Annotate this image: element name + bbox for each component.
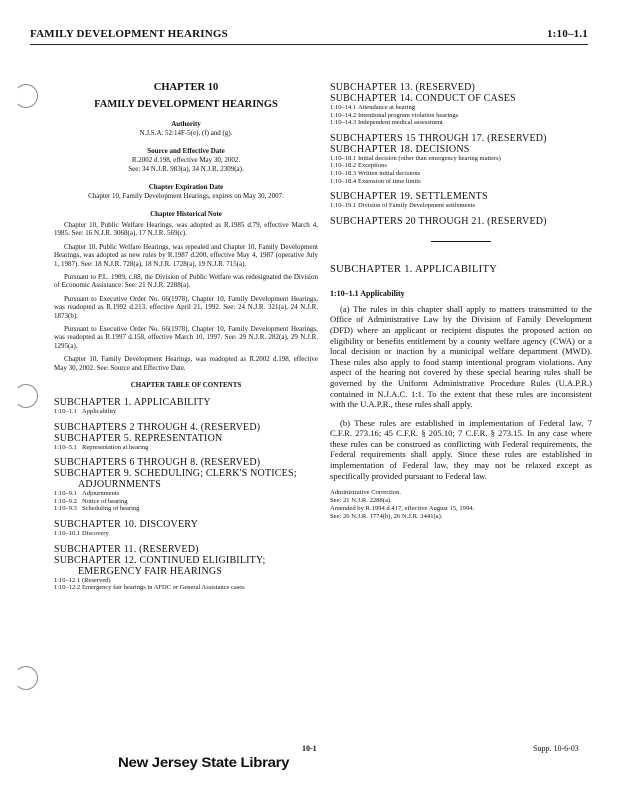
section-number: 1:10–14.2 bbox=[330, 111, 357, 119]
section-number: 1:10–9.2 bbox=[54, 497, 77, 505]
toc-group bbox=[330, 133, 592, 185]
toc-entry bbox=[54, 498, 318, 506]
section-title: Notice of hearing bbox=[82, 497, 128, 505]
subchapter-heading-continued: EMERGENCY FAIR HEARINGS bbox=[78, 565, 223, 577]
subchapter-heading: SUBCHAPTER 12. CONTINUED ELIGIBILITY; bbox=[54, 554, 266, 566]
section-number: 1:10–18.4 bbox=[330, 177, 357, 185]
toc-entry bbox=[330, 202, 592, 210]
source-line: See: 34 N.J.R. 983(a), 34 N.J.R. 2309(a). bbox=[128, 165, 244, 173]
rule-paragraph: (a) The rules in this chapter shall apply to matters transmitted to the Office of Administrative Law by the Division of Family Development (DFD) where an applicant or recipient disputes the proposed action on eligibility or benefits entitlement by a county welfare agency (CWA) or a local decision or inaction by a municipal welfare department (MWD). These rules also apply to food stamp intentional program violations. Any aspect of the hearing not covered by these special hearing rules shall be governed by the Uniform Administrative Procedure Rules (U.A.P.R.) contained in N.J.A.C. 1:1. To the extent that these rules are inconsistent with the U.A.P.R., these rules shall apply. bbox=[330, 303, 592, 410]
expiration-heading: Chapter Expiration Date bbox=[148, 183, 224, 191]
section-number: 1:10–18.1 bbox=[330, 154, 357, 162]
subchapter-heading: SUBCHAPTER 1. APPLICABILITY bbox=[54, 397, 211, 409]
section-title: Initial decision (other than emergency hearing matters) bbox=[358, 154, 501, 162]
section-number: 1:10–12.1 bbox=[54, 576, 81, 584]
toc-group bbox=[330, 216, 592, 227]
toc-heading: CHAPTER TABLE OF CONTENTS bbox=[130, 381, 242, 390]
section-divider bbox=[431, 241, 491, 242]
subchapter-heading: SUBCHAPTER 9. SCHEDULING; CLERK'S NOTICES; bbox=[54, 468, 297, 480]
source-heading: Source and Effective Date bbox=[147, 147, 225, 155]
left-column bbox=[54, 82, 318, 598]
section-number: 1:10–14.3 bbox=[330, 119, 357, 127]
rule-paragraph: (b) These rules are established in implementation of Federal law, 7 C.F.R. 273.16; 45 C.F.R. § 205.10; 7 C.F.R. § 273.15. In any case where these rules can be construed as conflicting with Federal requirements, the Federal requirements shall apply. Since these rules are established in implementation of Federal law, they may not be relaxed except as specifically provided pursuant to Federal law. bbox=[330, 417, 592, 481]
subchapter-heading: SUBCHAPTERS 15 THROUGH 17. (RESERVED) bbox=[330, 132, 547, 144]
section-title: Representation at hearing bbox=[82, 443, 149, 451]
section-title: Scheduling of hearing bbox=[82, 505, 140, 513]
toc-entry bbox=[330, 162, 592, 170]
table-of-contents-right bbox=[330, 82, 592, 227]
section-number: 1:10–5.1 bbox=[54, 443, 77, 451]
toc-entry bbox=[54, 505, 318, 513]
binder-hole bbox=[14, 666, 38, 690]
section-number: 1:10–9.1 bbox=[54, 490, 77, 498]
toc-group bbox=[54, 544, 318, 592]
authority-text: N.J.S.A. 52:14F-5(e), (f) and (g). bbox=[139, 129, 233, 137]
expiration-text: Chapter 10, Family Development Hearings, expires on May 30, 2007. bbox=[88, 192, 284, 200]
section-number: 1:10–1.1 bbox=[54, 408, 77, 416]
binder-hole bbox=[14, 84, 38, 108]
toc-entry bbox=[330, 178, 592, 186]
running-header bbox=[30, 28, 588, 45]
section-title: Adjournments bbox=[82, 490, 120, 498]
section-number: 1:10–14.1 bbox=[330, 104, 357, 111]
toc-group bbox=[330, 191, 592, 210]
section-number: 1:10–19.1 bbox=[330, 202, 357, 210]
subchapter-heading: SUBCHAPTER 18. DECISIONS bbox=[330, 143, 470, 155]
section-title: Emergency fair hearings in AFDC or General Assistance cases bbox=[82, 584, 245, 592]
section-number: 1:10–10.1 bbox=[54, 530, 81, 538]
right-column bbox=[330, 82, 592, 520]
page-number: 10-1 bbox=[302, 744, 317, 753]
toc-group bbox=[54, 422, 318, 452]
toc-group bbox=[54, 519, 318, 538]
chapter-subtitle: FAMILY DEVELOPMENT HEARINGS bbox=[94, 99, 278, 110]
subchapter-heading: SUBCHAPTER 13. (RESERVED) bbox=[330, 82, 476, 93]
history-paragraph: Chapter 10, Family Development Hearings, was readopted as R.2002 d.198, effective May 30, 2002. See: Source and Effective Date. bbox=[54, 355, 318, 372]
history-note-line: See: 21 N.J.R. 2288(a). bbox=[330, 497, 392, 505]
table-of-contents-left bbox=[54, 397, 318, 592]
subchapter-heading: SUBCHAPTER 10. DISCOVERY bbox=[54, 519, 198, 531]
section-title: SUBCHAPTER 1. APPLICABILITY bbox=[330, 263, 498, 275]
section-title: Attendance at hearing bbox=[358, 104, 416, 111]
binder-hole bbox=[14, 384, 38, 408]
toc-entry bbox=[54, 530, 318, 538]
section-title: Discovery bbox=[82, 530, 109, 538]
subchapter-heading-continued: ADJOURNMENTS bbox=[78, 479, 161, 491]
header-section-number: 1:10–1.1 bbox=[546, 28, 588, 40]
subchapter-heading: SUBCHAPTER 14. CONDUCT OF CASES bbox=[330, 93, 516, 104]
section-title: Exceptions bbox=[358, 162, 387, 170]
section-number: 1:10–12.2 bbox=[54, 584, 81, 592]
header-title: FAMILY DEVELOPMENT HEARINGS bbox=[30, 28, 228, 40]
section-title: Division of Family Development settlements bbox=[358, 202, 475, 210]
history-paragraph: Pursuant to Executive Order No. 66(1978), Chapter 10, Family Development Hearings, was readopted as R.1997 d.158, effective March 10, 1997. See: 29 N.J.R. 282(a), 29 N.J.R. 1295(a). bbox=[54, 325, 318, 350]
supplement-date: Supp. 10-6-03 bbox=[533, 744, 579, 753]
authority-heading: Authority bbox=[171, 120, 201, 128]
subchapter-heading: SUBCHAPTERS 2 THROUGH 4. (RESERVED) bbox=[54, 421, 261, 433]
section-title: Applicability bbox=[82, 408, 117, 416]
subchapter-heading: SUBCHAPTER 5. REPRESENTATION bbox=[54, 432, 223, 444]
toc-entry bbox=[54, 444, 318, 452]
toc-entry bbox=[54, 408, 318, 416]
history-paragraph: Pursuant to Executive Order No. 66(1978), Chapter 10, Family Development Hearings, was readopted as R.1992 d.213, effective April 21, 1992. See: 24 N.J.R. 321(a), 24 N.J.R. 1873(b). bbox=[54, 294, 318, 320]
toc-entry bbox=[54, 490, 318, 498]
section-number: 1:10–18.2 bbox=[330, 162, 357, 170]
subchapter-heading: SUBCHAPTER 19. SETTLEMENTS bbox=[330, 191, 488, 203]
toc-entry bbox=[330, 112, 592, 120]
section-title: Independent medical assessment bbox=[358, 119, 443, 127]
toc-group bbox=[54, 457, 318, 513]
section-title: Written initial decisions bbox=[358, 169, 421, 177]
library-stamp: New Jersey State Library bbox=[118, 754, 290, 771]
source-line: R.2002 d.198, effective May 30, 2002. bbox=[131, 156, 241, 164]
section-title: Extension of time limits bbox=[358, 177, 421, 185]
rule-body bbox=[330, 304, 592, 482]
section-number: 1:10–9.3 bbox=[54, 505, 77, 513]
history-note-line: Administrative Correction. bbox=[330, 489, 402, 497]
chapter-title: CHAPTER 10 bbox=[153, 82, 219, 93]
toc-entry bbox=[54, 584, 318, 592]
toc-entry bbox=[330, 119, 592, 127]
toc-entry bbox=[330, 170, 592, 178]
rule-history-notes bbox=[330, 489, 592, 520]
section-title: (Reserved) bbox=[82, 576, 111, 584]
history-note-line: See: 26 N.J.R. 1774(b), 26 N.J.R. 3441(a). bbox=[330, 512, 443, 520]
subchapter-heading: SUBCHAPTER 11. (RESERVED) bbox=[54, 543, 199, 555]
history-heading: Chapter Historical Note bbox=[150, 210, 222, 218]
subchapter-heading: SUBCHAPTERS 20 THROUGH 21. (RESERVED) bbox=[330, 215, 547, 227]
subchapter-heading: SUBCHAPTERS 6 THROUGH 8. (RESERVED) bbox=[54, 457, 261, 469]
history-note-line: Amended by R.1994 d.417, effective August 15, 1994. bbox=[330, 504, 475, 512]
history-paragraph: Chapter 10, Public Welfare Hearings, was adopted as R.1985 d.79, effective March 4, 1985. See: 16 N.J.R. 3068(a), 17 N.J.R. 569(c). bbox=[54, 221, 318, 238]
section-title: Intentional program violation hearings bbox=[358, 111, 459, 119]
history-paragraph: Pursuant to P.L. 1989, c.88, the Division of Public Welfare was redesignated the Division of Economic Assistance. See: 21 N.J.R. 2288(a). bbox=[54, 273, 318, 290]
section-number: 1:10–18.3 bbox=[330, 169, 357, 177]
toc-entry bbox=[54, 577, 318, 585]
toc-group bbox=[330, 82, 592, 127]
toc-entry bbox=[330, 104, 592, 112]
history-paragraph: Chapter 10, Public Welfare Hearings, was repealed and Chapter 10, Family Development Hearings, was adopted as new rules by R.1987 d.200, effective May 4, 1987 (operative July 1, 1987). See: 18 N.J.R. 728(a), 18 N.J.R. 1728(a), 19 N.J.R. 715(a). bbox=[54, 242, 318, 268]
history-notes bbox=[54, 221, 318, 372]
rule-heading: 1:10–1.1 Applicability bbox=[330, 288, 405, 298]
toc-group bbox=[54, 397, 318, 416]
toc-entry bbox=[330, 155, 592, 163]
